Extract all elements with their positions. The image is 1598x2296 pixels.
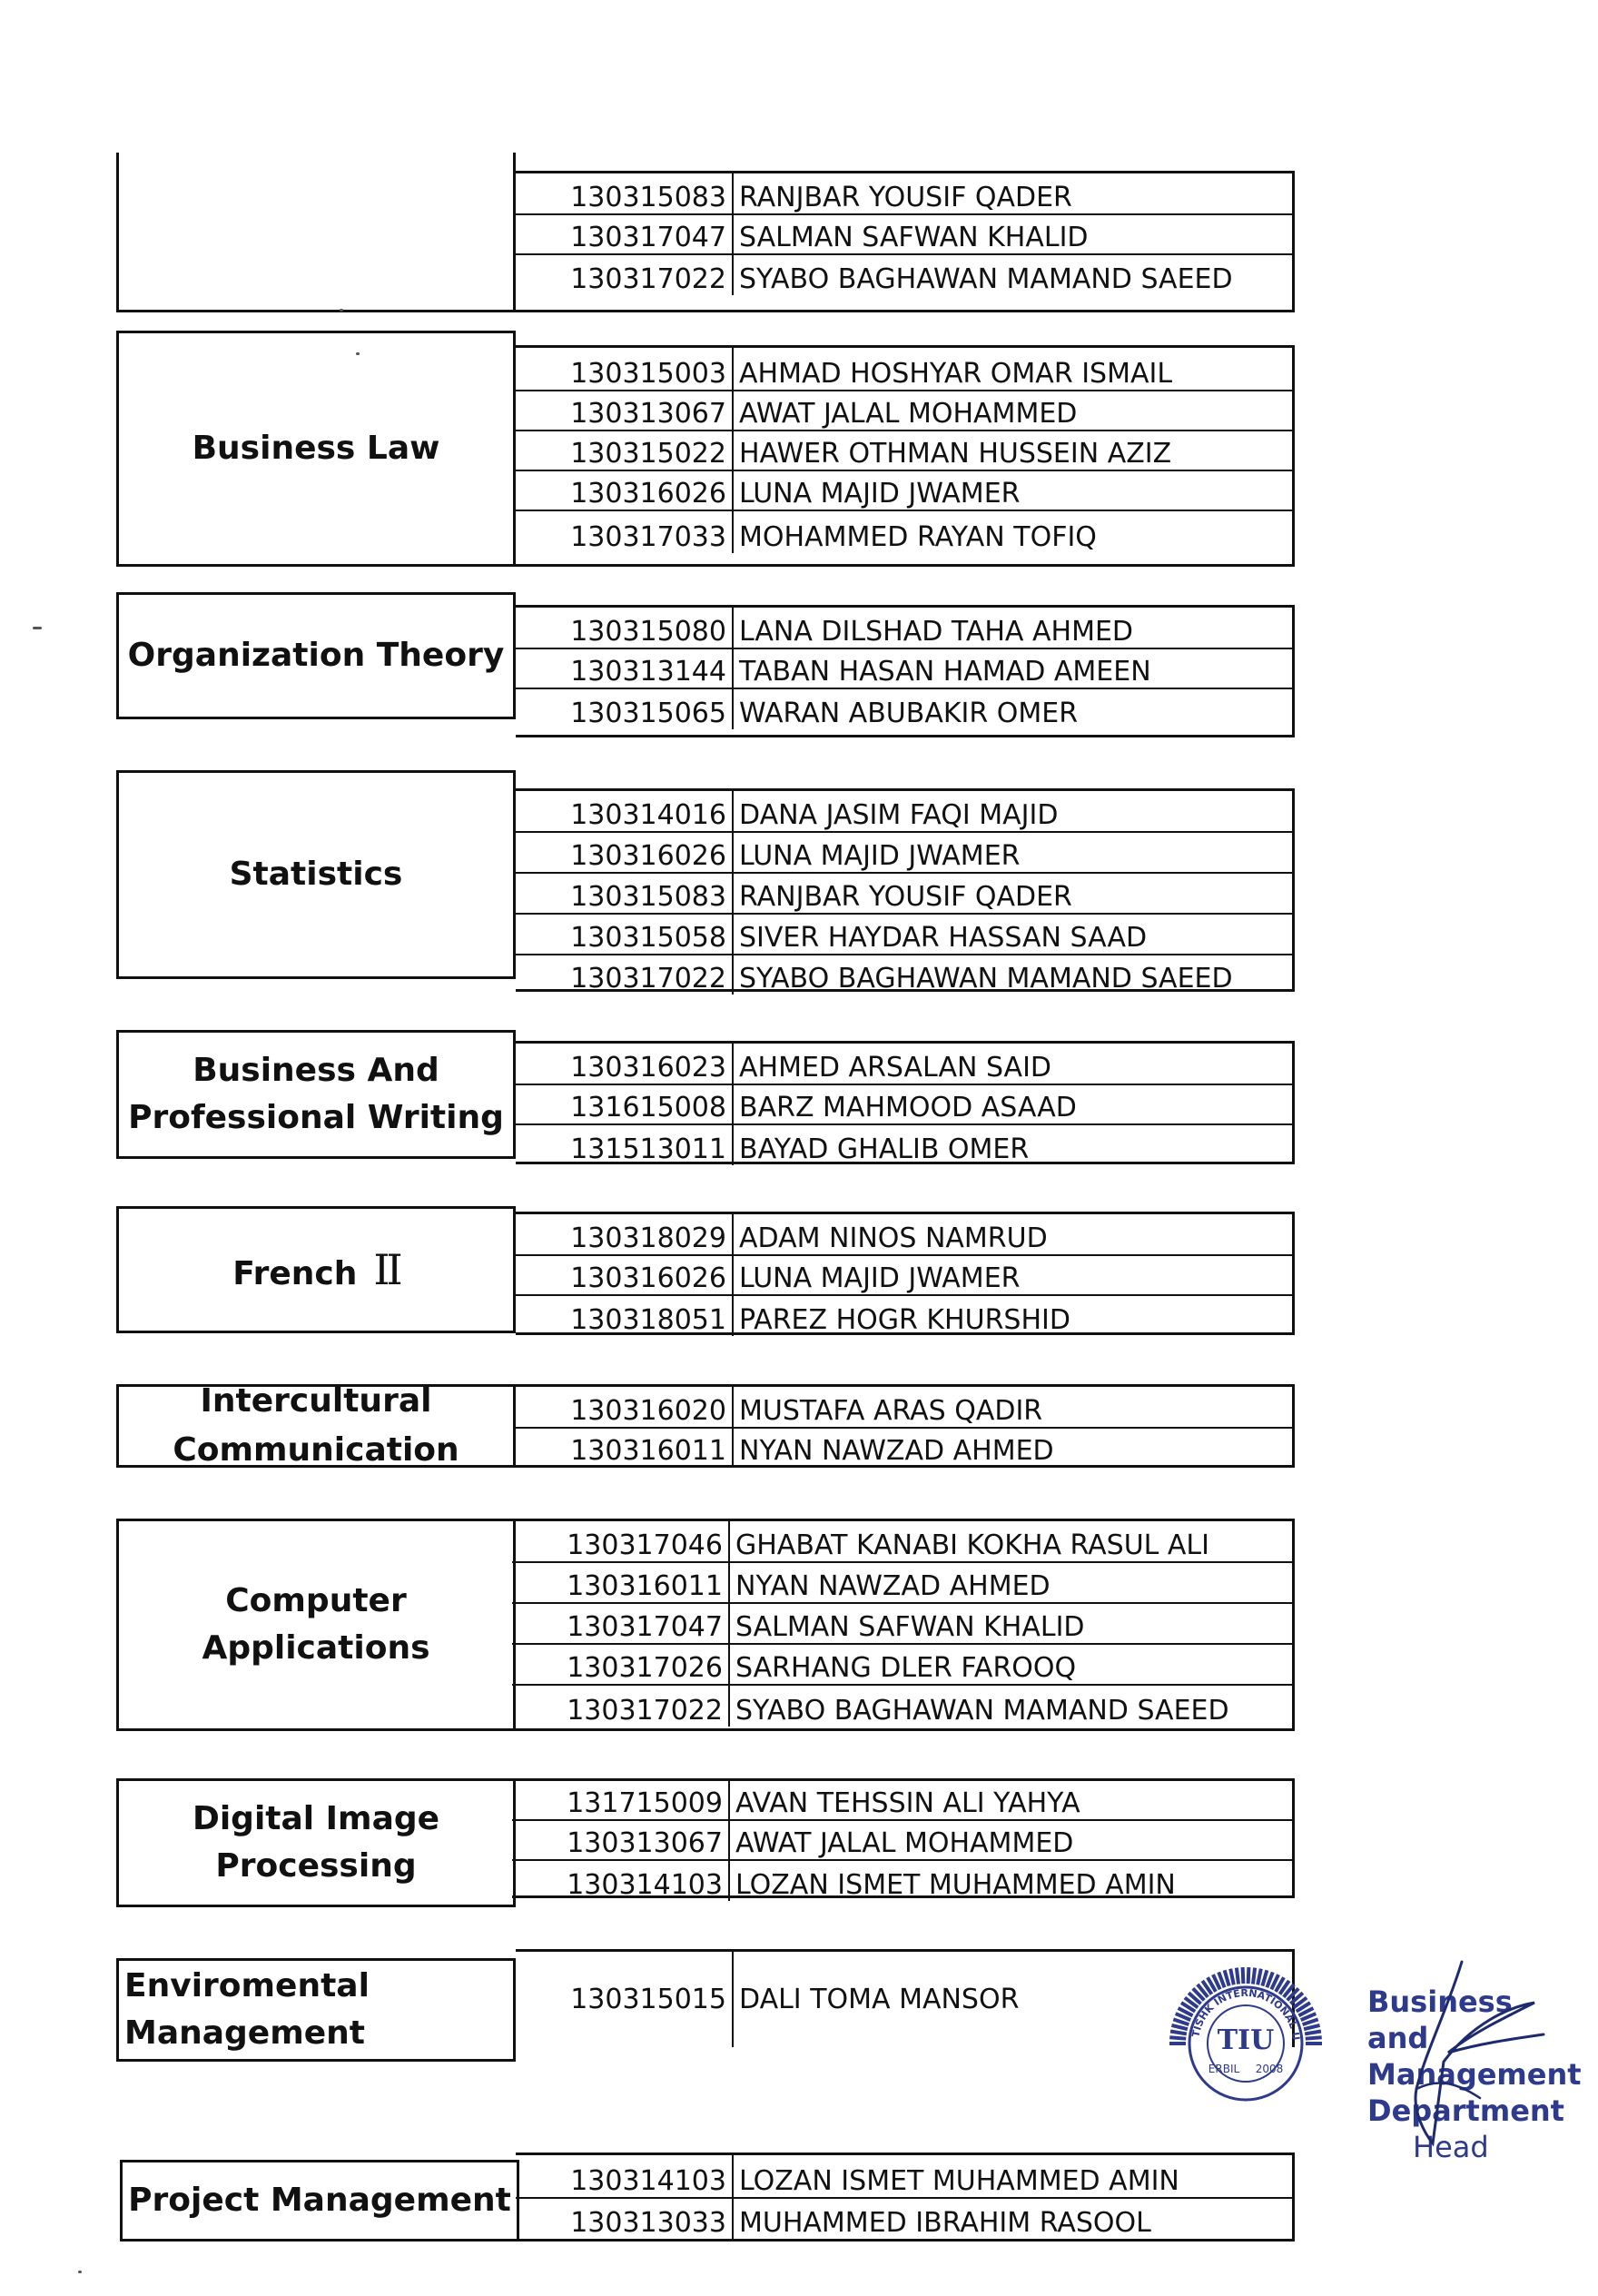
student-name: MOHAMMED RAYAN TOFIQ bbox=[739, 521, 1097, 553]
student-id: 130317022 bbox=[516, 255, 734, 295]
course-cell bbox=[116, 1778, 516, 1907]
student-rows bbox=[516, 2152, 1295, 2242]
student-id: 130318029 bbox=[516, 1214, 734, 1254]
table-row bbox=[512, 1563, 1292, 1604]
student-name: SIVER HAYDAR HASSAN SAAD bbox=[739, 922, 1148, 954]
table-row bbox=[516, 833, 1292, 874]
course-block-french bbox=[116, 1206, 1295, 1335]
student-name: LUNA MAJID JWAMER bbox=[739, 840, 1021, 872]
seal-ray bbox=[1243, 1967, 1244, 1984]
student-name: AWAT JALAL MOHAMMED bbox=[735, 1827, 1074, 1859]
student-name: AWAT JALAL MOHAMMED bbox=[739, 398, 1078, 430]
scan-speck bbox=[78, 2271, 82, 2273]
department-line-2: Management bbox=[1367, 2057, 1582, 2092]
table-row bbox=[512, 1781, 1292, 1821]
seal-year: 2008 bbox=[1255, 2063, 1284, 2075]
table-row bbox=[516, 689, 1292, 729]
course-cell bbox=[116, 153, 516, 312]
seal-city: ERBIL bbox=[1208, 2063, 1240, 2075]
student-id: 130315083 bbox=[516, 874, 734, 913]
student-name: LOZAN ISMET MUHAMMED AMIN bbox=[739, 2165, 1179, 2197]
seal-ray bbox=[1248, 1967, 1249, 1984]
student-id: 130313067 bbox=[516, 391, 734, 430]
course-block-business-writing bbox=[116, 1030, 1295, 1164]
table-row bbox=[516, 2199, 1292, 2239]
table-row bbox=[512, 1604, 1292, 1645]
course-cell bbox=[116, 1519, 516, 1731]
student-name: SALMAN SAFWAN KHALID bbox=[735, 1611, 1085, 1643]
student-id: 130317026 bbox=[512, 1645, 730, 1684]
seal-ray bbox=[1306, 2037, 1322, 2038]
table-row bbox=[516, 2155, 1292, 2199]
student-name: LOZAN ISMET MUHAMMED AMIN bbox=[735, 1869, 1176, 1901]
student-id: 130316026 bbox=[516, 833, 734, 872]
student-name: LUNA MAJID JWAMER bbox=[739, 1262, 1021, 1294]
course-cell bbox=[116, 331, 516, 567]
course-title: French bbox=[232, 1254, 358, 1292]
student-name: AHMAD HOSHYAR OMAR ISMAIL bbox=[739, 358, 1173, 390]
course-name: Enviromental Management bbox=[124, 1966, 370, 2052]
seal-ring-text: TISHK INTERNATIONAL U bbox=[1189, 1986, 1302, 2042]
student-name: SYABO BAGHAWAN MAMAND SAEED bbox=[739, 963, 1233, 995]
course-block-environmental bbox=[116, 1949, 1295, 2062]
table-row bbox=[512, 1645, 1292, 1686]
student-name: SALMAN SAFWAN KHALID bbox=[739, 222, 1089, 253]
course-block-digital-image bbox=[116, 1778, 1295, 1907]
table-row bbox=[516, 649, 1292, 689]
table-row bbox=[516, 608, 1292, 649]
student-id: 130317033 bbox=[516, 511, 734, 553]
student-rows bbox=[516, 345, 1295, 567]
table-row bbox=[516, 1125, 1292, 1165]
course-cell bbox=[116, 1030, 516, 1159]
course-cell bbox=[116, 1384, 516, 1468]
student-name: NYAN NAWZAD AHMED bbox=[735, 1570, 1051, 1602]
department-line-3: Department bbox=[1367, 2093, 1564, 2128]
student-id: 130315080 bbox=[516, 608, 734, 648]
seal-ray bbox=[1262, 1970, 1267, 1985]
course-name bbox=[232, 1240, 399, 1301]
student-id: 130318051 bbox=[516, 1296, 734, 1336]
student-id: 130317022 bbox=[512, 1686, 730, 1727]
student-id: 130316011 bbox=[516, 1429, 734, 1467]
seal-ray bbox=[1169, 2037, 1186, 2038]
student-id: 130313144 bbox=[516, 649, 734, 688]
student-name: DALI TOMA MANSOR bbox=[739, 1984, 1020, 2015]
student-name: SARHANG DLER FAROOQ bbox=[735, 1652, 1077, 1684]
student-rows bbox=[516, 1041, 1295, 1164]
table-row bbox=[516, 1044, 1292, 1085]
student-id: 130316023 bbox=[516, 1044, 734, 1084]
student-name: DANA JASIM FAQI MAJID bbox=[739, 799, 1059, 831]
student-id: 131715009 bbox=[512, 1781, 730, 1819]
scan-speck bbox=[340, 309, 343, 312]
student-id: 130317046 bbox=[512, 1521, 730, 1561]
student-id: 130315022 bbox=[516, 431, 734, 470]
student-id: 130316020 bbox=[516, 1387, 734, 1427]
student-id: 130316026 bbox=[516, 471, 734, 510]
seal-ray bbox=[1237, 1968, 1238, 1984]
course-cell bbox=[116, 770, 516, 979]
student-name: MUSTAFA ARAS QADIR bbox=[739, 1395, 1043, 1427]
student-name: GHABAT KANABI KOKHA RASUL ALI bbox=[735, 1529, 1209, 1561]
student-name: WARAN ABUBAKIR OMER bbox=[739, 698, 1079, 729]
table-row bbox=[516, 471, 1292, 511]
student-name: SYABO BAGHAWAN MAMAND SAEED bbox=[735, 1695, 1229, 1727]
student-id: 130313033 bbox=[516, 2199, 734, 2239]
student-rows bbox=[512, 1519, 1295, 1731]
table-row bbox=[512, 1861, 1292, 1901]
seal-ray bbox=[1225, 1970, 1229, 1985]
student-id: 130314016 bbox=[516, 791, 734, 831]
student-id: 130317047 bbox=[516, 215, 734, 253]
course-block-project-management bbox=[116, 2152, 1295, 2242]
student-id: 130316026 bbox=[516, 1256, 734, 1294]
course-block-computer-applications bbox=[116, 1519, 1295, 1731]
student-name: HAWER OTHMAN HUSSEIN AZIZ bbox=[739, 438, 1172, 470]
student-name: LUNA MAJID JWAMER bbox=[739, 478, 1021, 510]
student-id: 130315058 bbox=[516, 915, 734, 954]
table-row bbox=[516, 915, 1292, 955]
student-rows bbox=[516, 1384, 1295, 1468]
table-row bbox=[512, 1821, 1292, 1861]
seal-ray bbox=[1305, 2032, 1321, 2034]
table-row bbox=[516, 215, 1292, 255]
table-row bbox=[516, 1429, 1292, 1467]
student-id: 130317022 bbox=[516, 955, 734, 995]
course-cell bbox=[116, 1958, 516, 2062]
student-name: TABAN HASAN HAMAD AMEEN bbox=[739, 656, 1151, 688]
student-rows bbox=[516, 788, 1295, 995]
course-block-continued bbox=[116, 153, 1295, 312]
course-block-statistics bbox=[116, 770, 1295, 995]
course-block-business-law bbox=[116, 331, 1295, 567]
student-name: BAYAD GHALIB OMER bbox=[739, 1133, 1030, 1165]
course-cell bbox=[120, 2160, 519, 2242]
table-row bbox=[512, 1686, 1292, 1727]
seal-logo: TIU bbox=[1217, 2024, 1275, 2056]
student-id: 130314103 bbox=[512, 1861, 730, 1901]
course-block-organization-theory bbox=[116, 592, 1295, 737]
table-row bbox=[516, 874, 1292, 915]
course-name: Intercultural Communication bbox=[173, 1382, 459, 1469]
course-cell bbox=[116, 592, 516, 719]
student-id: 130317047 bbox=[512, 1604, 730, 1643]
scan-speck bbox=[33, 627, 42, 629]
table-row bbox=[516, 348, 1292, 391]
course-name: Organization Theory bbox=[127, 636, 505, 674]
student-id: 130314103 bbox=[516, 2155, 734, 2197]
student-name: RANJBAR YOUSIF QADER bbox=[739, 182, 1072, 213]
department-line-4: Head bbox=[1413, 2130, 1489, 2164]
scan-speck bbox=[356, 352, 360, 355]
seal-ray bbox=[1258, 1969, 1261, 1985]
course-cell bbox=[116, 1206, 516, 1333]
student-name: LANA DILSHAD TAHA AHMED bbox=[739, 616, 1134, 648]
table-row bbox=[516, 511, 1292, 553]
course-name: Business And Professional Writing bbox=[128, 1051, 504, 1136]
course-level-handwritten: II bbox=[373, 1244, 400, 1294]
course-name: Computer Applications bbox=[202, 1581, 430, 1667]
seal-ray bbox=[1304, 2025, 1319, 2029]
student-id: 130313067 bbox=[512, 1821, 730, 1859]
student-rows bbox=[516, 171, 1295, 312]
student-name: RANJBAR YOUSIF QADER bbox=[739, 881, 1072, 913]
table-row bbox=[516, 391, 1292, 431]
student-rows bbox=[512, 1778, 1295, 1901]
seal-ray bbox=[1171, 2025, 1187, 2029]
student-id: 130315015 bbox=[516, 1952, 734, 2047]
student-name: SYABO BAGHAWAN MAMAND SAEED bbox=[739, 263, 1233, 295]
student-rows bbox=[516, 1212, 1295, 1335]
table-row bbox=[516, 791, 1292, 833]
student-name: ADAM NINOS NAMRUD bbox=[739, 1222, 1048, 1254]
table-row bbox=[512, 1521, 1292, 1563]
student-id: 130315003 bbox=[516, 348, 734, 390]
table-row bbox=[516, 1296, 1292, 1336]
student-name: BARZ MAHMOOD ASAAD bbox=[739, 1092, 1077, 1123]
course-name: Statistics bbox=[229, 855, 403, 893]
student-name: MUHAMMED IBRAHIM RASOOL bbox=[739, 2207, 1151, 2239]
table-row bbox=[516, 1256, 1292, 1296]
course-block-intercultural bbox=[116, 1384, 1295, 1468]
table-row bbox=[516, 1085, 1292, 1125]
department-head-stamp bbox=[1367, 1984, 1582, 2165]
seal-ray bbox=[1170, 2032, 1187, 2034]
student-name: PAREZ HOGR KHURSHID bbox=[739, 1304, 1070, 1336]
student-id: 130315065 bbox=[516, 689, 734, 729]
student-id: 131513011 bbox=[516, 1125, 734, 1165]
student-rows bbox=[516, 605, 1295, 737]
course-name: Digital Image Processing bbox=[192, 1799, 440, 1885]
table-row bbox=[516, 255, 1292, 295]
course-name: Project Management bbox=[128, 2181, 511, 2219]
student-name: NYAN NAWZAD AHMED bbox=[739, 1435, 1054, 1467]
seal-ray bbox=[1230, 1969, 1234, 1985]
table-row bbox=[516, 431, 1292, 471]
table-row bbox=[516, 1214, 1292, 1256]
table-row bbox=[516, 1387, 1292, 1429]
university-seal-icon bbox=[1164, 1953, 1327, 2116]
student-name: AVAN TEHSSIN ALI YAHYA bbox=[735, 1787, 1080, 1819]
seal-ray bbox=[1253, 1968, 1255, 1984]
student-id: 130316011 bbox=[512, 1563, 730, 1602]
student-name: AHMED ARSALAN SAID bbox=[739, 1052, 1052, 1084]
table-row bbox=[516, 173, 1292, 215]
course-name: Business Law bbox=[192, 429, 440, 467]
department-line-1: Business and bbox=[1367, 1984, 1513, 2055]
student-id: 131615008 bbox=[516, 1085, 734, 1123]
table-row bbox=[516, 955, 1292, 995]
student-id: 130315083 bbox=[516, 173, 734, 213]
